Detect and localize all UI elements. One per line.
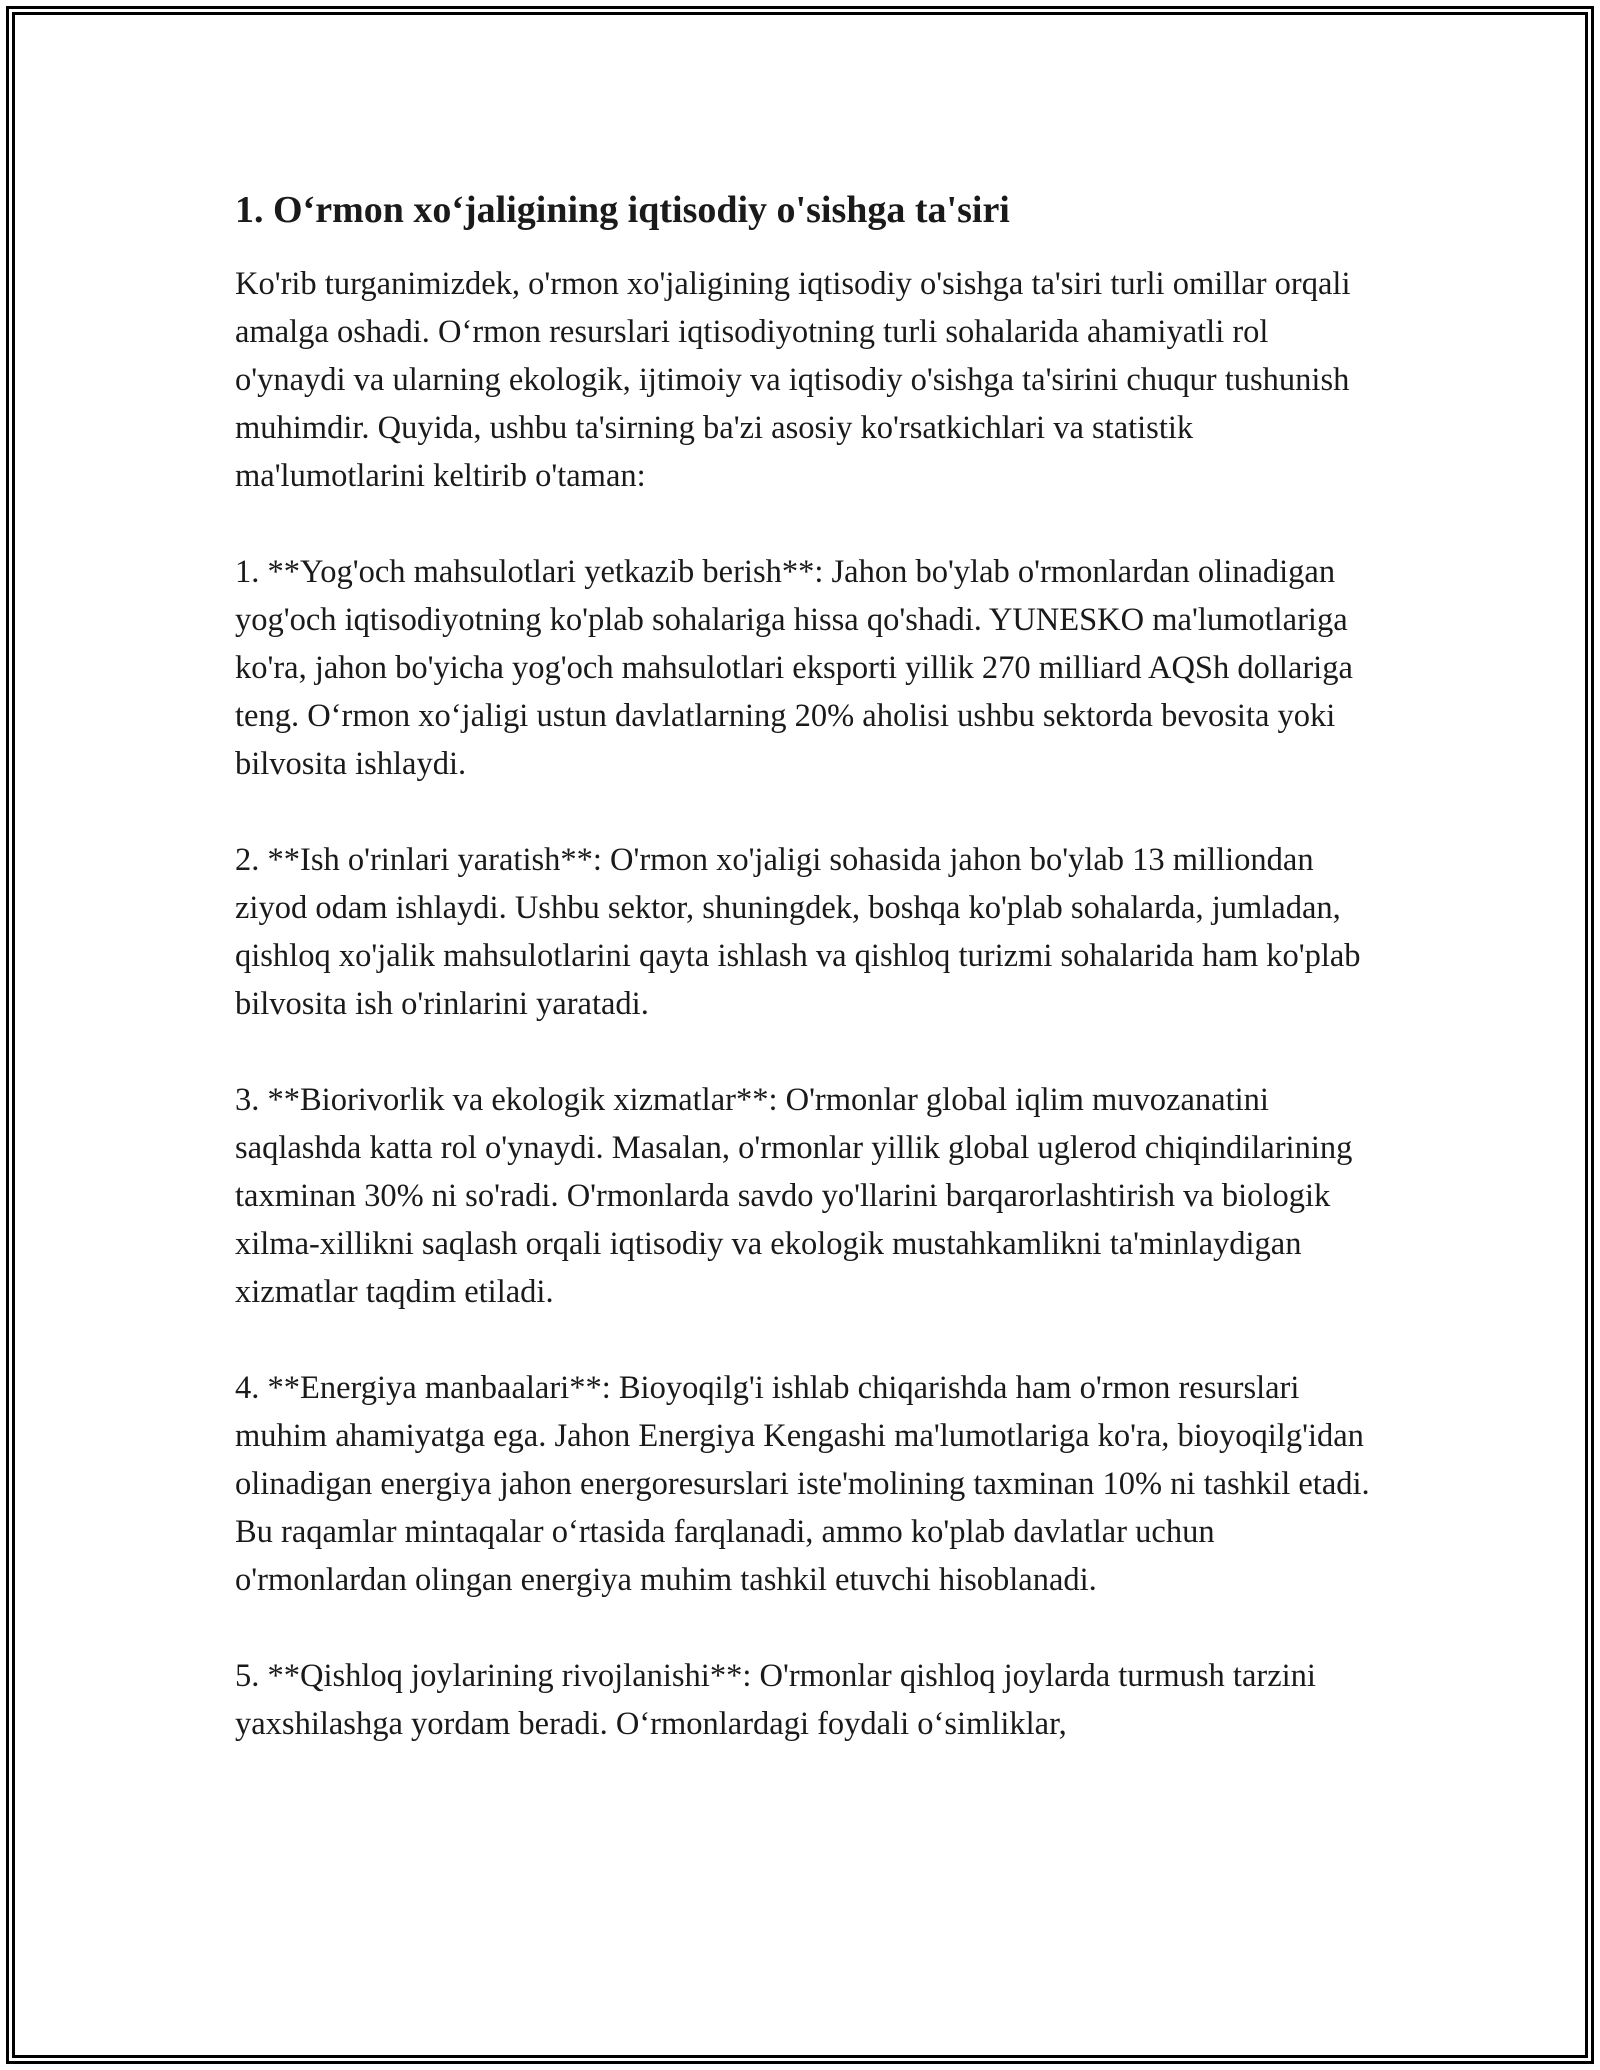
- list-item-ecological-services: 3. **Biorivorlik va ekologik xizmatlar**: O'rmonlar global iqlim muvozanatini saqlashda katta rol o'ynaydi. Masalan, o'rmonlar yillik global uglerod chiqindilarining taxminan 30% ni so'radi. O'rmonlarda savdo yo'llarini barqarorlashtirish va biologik xilma-xillikni saqlash orqali iqtisodiy va ekologik mustahkamlikni ta'minlaydigan xizmatlar taqdim etiladi.: [235, 1082, 1361, 1310]
- section-title: 1. O‘rmon xo‘jaligining iqtisodiy o'sishga ta'siri: [235, 189, 1010, 231]
- list-item-job-creation: 2. **Ish o'rinlari yaratish**: O'rmon xo'jaligi sohasida jahon bo'ylab 13 milliondan ziyod odam ishlaydi. Ushbu sektor, shuningdek, boshqa ko'plab sohalarda, jumladan, qishloq xo'jalik mahsulotlarini qayta ishlash va qishloq turizmi sohalarida ham ko'plab bilvosita ish o'rinlarini yaratadi.: [235, 842, 1369, 1022]
- list-item-energy-sources: 4. **Energiya manbaalari**: Bioyoqilg'i ishlab chiqarishda ham o'rmon resurslari muhim ahamiyatga ega. Jahon Energiya Kengashi ma'lumotlariga ko'ra, bioyoqilg'idan olinadigan energiya jahon energoresurslari iste'molining taxminan 10% ni tashkil etadi. Bu raqamlar mintaqalar o‘rtasida farqlanadi, ammo ko'plab davlatlar uchun o'rmonlardan olingan energiya muhim tashkil etuvchi hisoblanadi.: [235, 1370, 1378, 1598]
- list-item-timber-products: 1. **Yog'och mahsulotlari yetkazib berish**: Jahon bo'ylab o'rmonlardan olinadigan yog'och iqtisodiyotning ko'plab sohalariga hissa qo'shadi. YUNESKO ma'lumotlariga ko'ra, jahon bo'yicha yog'och mahsulotlari eksporti yillik 270 milliard AQSh dollariga teng. O‘rmon xo‘jaligi ustun davlatlarning 20% aholisi ushbu sektorda bevosita yoki bilvosita ishlaydi.: [235, 554, 1361, 782]
- intro-paragraph: Ko'rib turganimizdek, o'rmon xo'jaligining iqtisodiy o'sishga ta'siri turli omillar orqali amalga oshadi. O‘rmon resurslari iqtisodiyotning turli sohalarida ahamiyatli rol o'ynaydi va ularning ekologik, ijtimoiy va iqtisodiy o'sishga ta'sirini chuqur tushunish muhimdir. Quyida, ushbu ta'sirning ba'zi asosiy ko'rsatkichlari va statistik ma'lumotlarini keltirib o'taman:: [235, 266, 1359, 494]
- list-item-rural-development: 5. **Qishloq joylarining rivojlanishi**: O'rmonlar qishloq joylarda turmush tarzini yaxshilashga yordam beradi. O‘rmonlardagi foydali o‘simliklar,: [235, 1658, 1325, 1742]
- document-body: [235, 186, 1378, 1748]
